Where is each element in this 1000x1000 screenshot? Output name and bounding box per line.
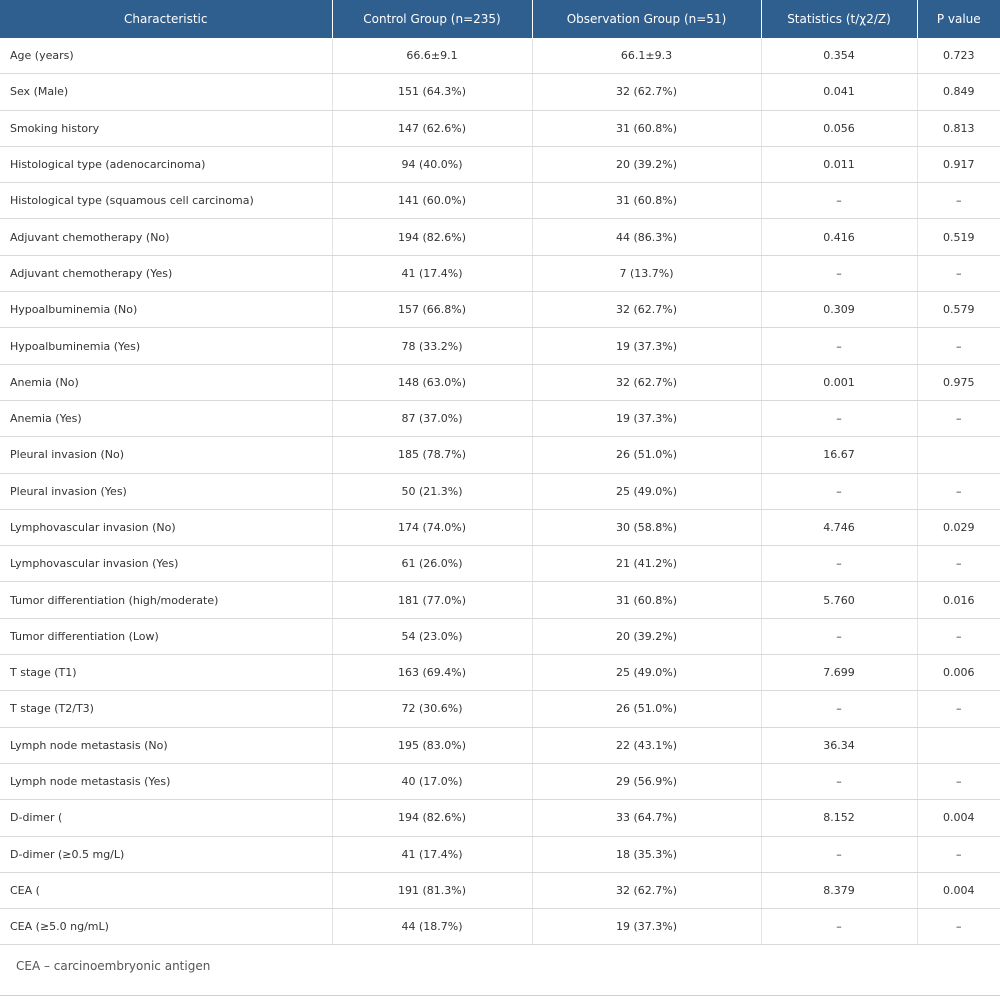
cell-statistic: –: [761, 909, 917, 945]
table-row: [0, 655, 1000, 691]
cell-control: 54 (23.0%): [332, 618, 532, 654]
cell-control: 41 (17.4%): [332, 255, 532, 291]
cell-control: 78 (33.2%): [332, 328, 532, 364]
table-row: [0, 292, 1000, 328]
cell-statistic: –: [761, 836, 917, 872]
cell-control: 87 (37.0%): [332, 400, 532, 436]
cell-p-value: –: [917, 909, 1000, 945]
cell-p-value: –: [917, 255, 1000, 291]
cell-characteristic: Anemia (No): [0, 364, 332, 400]
cell-observation: 32 (62.7%): [532, 74, 761, 110]
table-row: [0, 473, 1000, 509]
cell-observation: 31 (60.8%): [532, 110, 761, 146]
cell-control: 151 (64.3%): [332, 74, 532, 110]
cell-characteristic: Lymph node metastasis (No): [0, 727, 332, 763]
table-row: [0, 800, 1000, 836]
cell-statistic: 0.354: [761, 38, 917, 74]
cell-observation: 26 (51.0%): [532, 437, 761, 473]
cell-p-value: 0.016: [917, 582, 1000, 618]
cell-characteristic: T stage (T1): [0, 655, 332, 691]
cell-control: 44 (18.7%): [332, 909, 532, 945]
cell-p-value: 0.813: [917, 110, 1000, 146]
cell-control: 194 (82.6%): [332, 800, 532, 836]
cell-observation: 31 (60.8%): [532, 183, 761, 219]
cell-p-value: –: [917, 618, 1000, 654]
cell-statistic: –: [761, 691, 917, 727]
header-p-value: P value: [917, 0, 1000, 38]
cell-p-value: –: [917, 691, 1000, 727]
cell-statistic: –: [761, 618, 917, 654]
cell-p-value: [917, 727, 1000, 763]
cell-observation: 31 (60.8%): [532, 582, 761, 618]
table-row: [0, 146, 1000, 182]
cell-control: 185 (78.7%): [332, 437, 532, 473]
cell-observation: 7 (13.7%): [532, 255, 761, 291]
cell-p-value: 0.029: [917, 509, 1000, 545]
cell-characteristic: Lymph node metastasis (Yes): [0, 763, 332, 799]
cell-statistic: 0.001: [761, 364, 917, 400]
cell-control: 72 (30.6%): [332, 691, 532, 727]
table-row: [0, 437, 1000, 473]
cell-observation: 18 (35.3%): [532, 836, 761, 872]
cell-control: 194 (82.6%): [332, 219, 532, 255]
cell-control: 66.6±9.1: [332, 38, 532, 74]
cell-characteristic: Pleural invasion (No): [0, 437, 332, 473]
cell-observation: 20 (39.2%): [532, 146, 761, 182]
table-row: [0, 74, 1000, 110]
table-row: [0, 546, 1000, 582]
cell-statistic: 0.011: [761, 146, 917, 182]
table-row: [0, 219, 1000, 255]
cell-p-value: –: [917, 328, 1000, 364]
cell-control: 40 (17.0%): [332, 763, 532, 799]
cell-observation: 22 (43.1%): [532, 727, 761, 763]
cell-p-value: 0.519: [917, 219, 1000, 255]
table-row: [0, 38, 1000, 74]
cell-characteristic: Hypoalbuminemia (No): [0, 292, 332, 328]
cell-observation: 25 (49.0%): [532, 655, 761, 691]
cell-control: 191 (81.3%): [332, 872, 532, 908]
cell-characteristic: Anemia (Yes): [0, 400, 332, 436]
cell-characteristic: Age (years): [0, 38, 332, 74]
cell-statistic: 4.746: [761, 509, 917, 545]
cell-characteristic: T stage (T2/T3): [0, 691, 332, 727]
cell-control: 147 (62.6%): [332, 110, 532, 146]
cell-statistic: 16.67: [761, 437, 917, 473]
cell-observation: 32 (62.7%): [532, 364, 761, 400]
cell-p-value: 0.849: [917, 74, 1000, 110]
cell-observation: 19 (37.3%): [532, 909, 761, 945]
cell-p-value: 0.579: [917, 292, 1000, 328]
cell-control: 94 (40.0%): [332, 146, 532, 182]
cell-statistic: –: [761, 546, 917, 582]
cell-observation: 66.1±9.3: [532, 38, 761, 74]
cell-characteristic: Tumor differentiation (Low): [0, 618, 332, 654]
cell-characteristic: Hypoalbuminemia (Yes): [0, 328, 332, 364]
cell-control: 148 (63.0%): [332, 364, 532, 400]
cell-observation: 20 (39.2%): [532, 618, 761, 654]
cell-p-value: 0.723: [917, 38, 1000, 74]
table-row: [0, 183, 1000, 219]
table-row: [0, 763, 1000, 799]
cell-observation: 30 (58.8%): [532, 509, 761, 545]
table-row: [0, 582, 1000, 618]
header-characteristic: Characteristic: [0, 0, 332, 38]
table-row: [0, 255, 1000, 291]
cell-p-value: –: [917, 473, 1000, 509]
cell-observation: 44 (86.3%): [532, 219, 761, 255]
cell-statistic: 0.309: [761, 292, 917, 328]
cell-statistic: 7.699: [761, 655, 917, 691]
cell-characteristic: Pleural invasion (Yes): [0, 473, 332, 509]
cell-characteristic: CEA (≥5.0 ng/mL): [0, 909, 332, 945]
cell-statistic: –: [761, 763, 917, 799]
cell-control: 141 (60.0%): [332, 183, 532, 219]
cell-control: 50 (21.3%): [332, 473, 532, 509]
cell-p-value: 0.004: [917, 800, 1000, 836]
cell-control: 195 (83.0%): [332, 727, 532, 763]
table-row: [0, 836, 1000, 872]
cell-characteristic: Tumor differentiation (high/moderate): [0, 582, 332, 618]
header-statistics: Statistics (t/χ2/Z): [761, 0, 917, 38]
table-row: [0, 400, 1000, 436]
cell-p-value: –: [917, 836, 1000, 872]
cell-p-value: [917, 437, 1000, 473]
cell-control: 61 (26.0%): [332, 546, 532, 582]
cell-statistic: 5.760: [761, 582, 917, 618]
cell-control: 174 (74.0%): [332, 509, 532, 545]
cell-observation: 25 (49.0%): [532, 473, 761, 509]
cell-observation: 26 (51.0%): [532, 691, 761, 727]
table-row: [0, 110, 1000, 146]
cell-statistic: –: [761, 255, 917, 291]
cell-statistic: 36.34: [761, 727, 917, 763]
cell-p-value: 0.917: [917, 146, 1000, 182]
cell-control: 181 (77.0%): [332, 582, 532, 618]
cell-observation: 33 (64.7%): [532, 800, 761, 836]
cell-characteristic: Lymphovascular invasion (Yes): [0, 546, 332, 582]
cell-observation: 19 (37.3%): [532, 328, 761, 364]
cell-observation: 19 (37.3%): [532, 400, 761, 436]
cell-p-value: 0.006: [917, 655, 1000, 691]
cell-observation: 32 (62.7%): [532, 292, 761, 328]
cell-statistic: 0.416: [761, 219, 917, 255]
cell-statistic: 0.056: [761, 110, 917, 146]
cell-p-value: –: [917, 763, 1000, 799]
header-control-group: Control Group (n=235): [332, 0, 532, 38]
table-row: [0, 909, 1000, 945]
cell-p-value: –: [917, 183, 1000, 219]
cell-statistic: –: [761, 183, 917, 219]
cell-characteristic: D-dimer (≥0.5 mg/L): [0, 836, 332, 872]
header-observation-group: Observation Group (n=51): [532, 0, 761, 38]
cell-characteristic: Lymphovascular invasion (No): [0, 509, 332, 545]
cell-characteristic: Sex (Male): [0, 74, 332, 110]
table-row: [0, 727, 1000, 763]
cell-characteristic: Histological type (squamous cell carcinoma): [0, 183, 332, 219]
cell-p-value: 0.975: [917, 364, 1000, 400]
cell-control: 41 (17.4%): [332, 836, 532, 872]
table-row: [0, 618, 1000, 654]
cell-characteristic: D-dimer (: [0, 800, 332, 836]
table-row: [0, 691, 1000, 727]
cell-statistic: 8.379: [761, 872, 917, 908]
table-header-row: [0, 0, 1000, 38]
cell-characteristic: Histological type (adenocarcinoma): [0, 146, 332, 182]
cell-observation: 21 (41.2%): [532, 546, 761, 582]
cell-control: 163 (69.4%): [332, 655, 532, 691]
cell-control: 157 (66.8%): [332, 292, 532, 328]
cell-observation: 32 (62.7%): [532, 872, 761, 908]
cell-statistic: 8.152: [761, 800, 917, 836]
cell-statistic: –: [761, 328, 917, 364]
cell-p-value: –: [917, 546, 1000, 582]
cell-characteristic: Adjuvant chemotherapy (No): [0, 219, 332, 255]
cell-characteristic: Smoking history: [0, 110, 332, 146]
table-body: [0, 38, 1000, 945]
cell-p-value: –: [917, 400, 1000, 436]
table-row: [0, 872, 1000, 908]
cell-observation: 29 (56.9%): [532, 763, 761, 799]
cell-characteristic: CEA (: [0, 872, 332, 908]
table-row: [0, 364, 1000, 400]
cell-statistic: –: [761, 473, 917, 509]
table-footnote: CEA – carcinoembryonic antigen: [0, 945, 1000, 996]
cell-characteristic: Adjuvant chemotherapy (Yes): [0, 255, 332, 291]
cell-statistic: 0.041: [761, 74, 917, 110]
table-row: [0, 509, 1000, 545]
cell-p-value: 0.004: [917, 872, 1000, 908]
cell-statistic: –: [761, 400, 917, 436]
table-row: [0, 328, 1000, 364]
